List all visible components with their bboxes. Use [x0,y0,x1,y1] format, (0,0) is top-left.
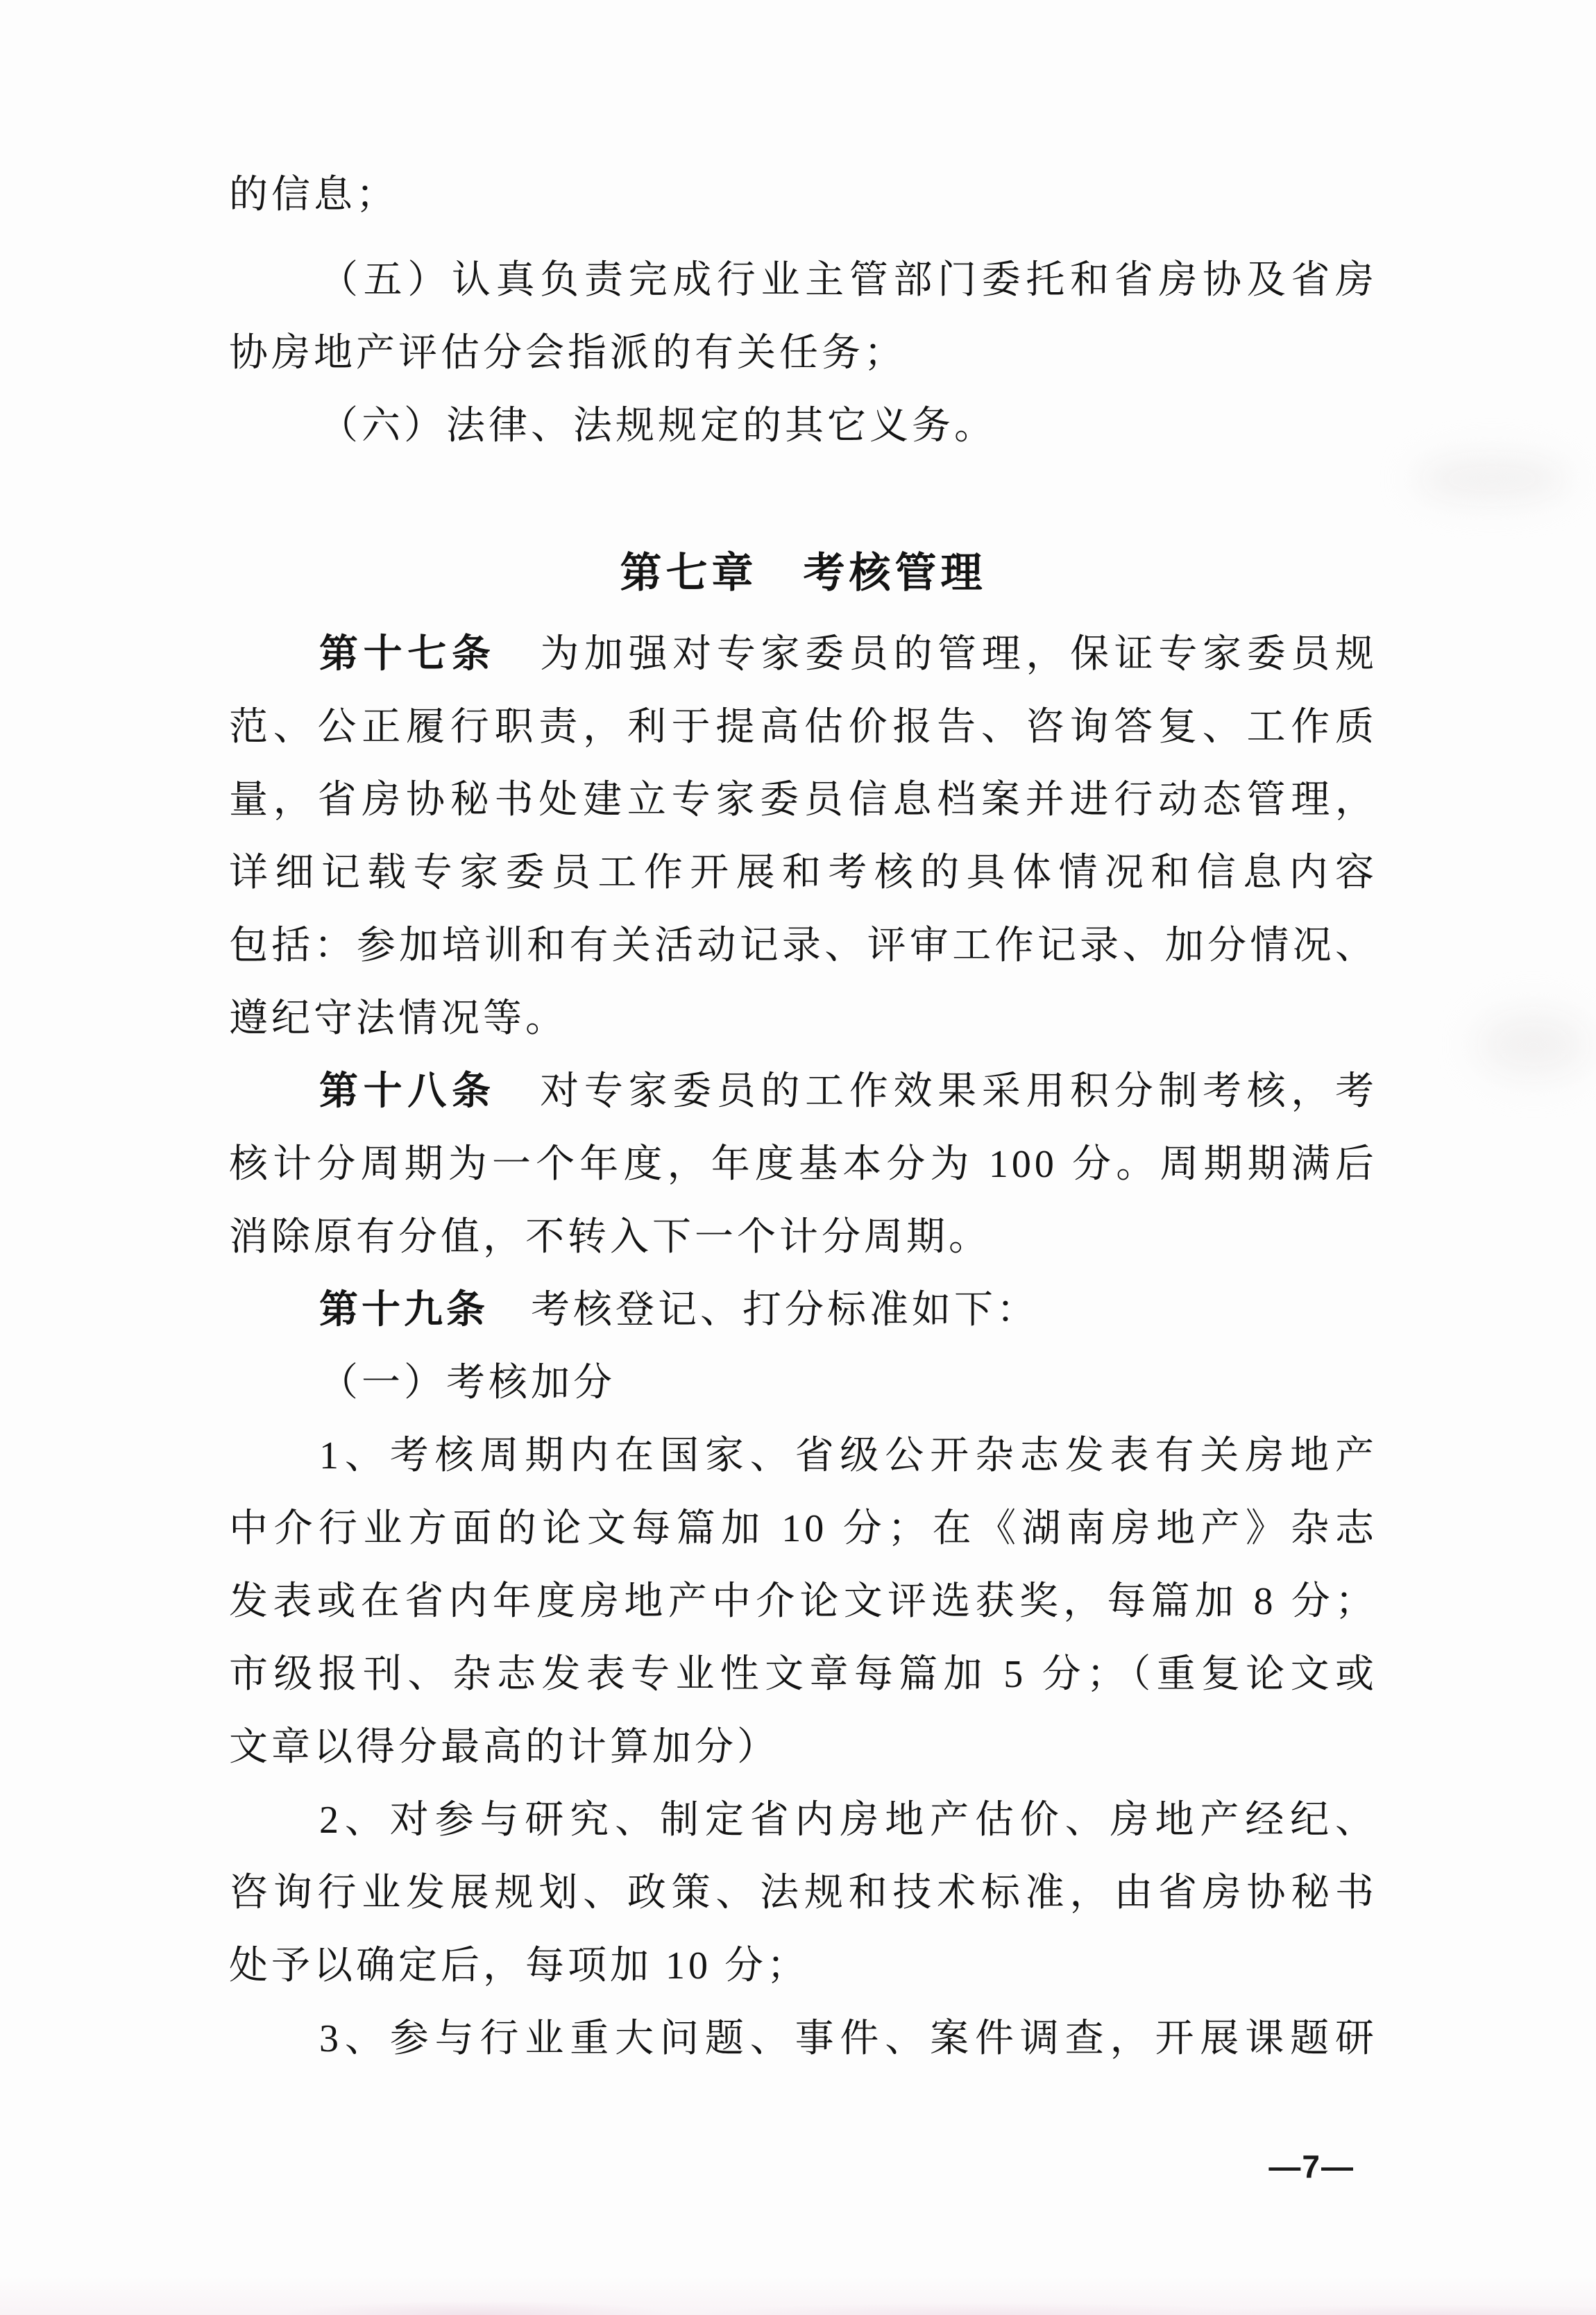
line-text: 对专家委员的工作效果采用积分制考核，考 [495,1070,1378,1113]
line-text: 文章以得分最高的计算加分） [229,1726,779,1769]
line-text: 协房地产评估分会指派的有关任务； [229,332,906,375]
article-number: 第十八条 [319,1070,496,1113]
line-text: 考核登记、打分标准如下： [489,1289,1039,1332]
text-line [229,1711,1377,1784]
document-body [229,159,1377,2076]
line-text: 中介行业方面的论文每篇加 10 分；在《湖南房地产》杂志 [229,1507,1377,1550]
text-line [229,1420,1377,1493]
text-line [229,1128,1377,1201]
line-text: 2、对参与研究、制定省内房地产估价、房地产经纪、 [319,1799,1377,1842]
text-line [229,159,1377,232]
scan-smudge [1416,458,1568,500]
line-text: 详细记载专家委员工作开展和考核的具体情况和信息内容 [229,851,1377,894]
line-text: （五）认真负责完成行业主管部门委托和省房协及省房 [319,259,1377,302]
line-text: 的信息； [229,173,398,217]
text-line [229,390,1377,463]
text-line [229,1857,1377,1930]
page-number: —7— [1268,2148,1355,2185]
line-text: （六）法律、法规规定的其它义务。 [319,405,996,448]
text-line [229,1055,1377,1128]
line-text: 1、考核周期内在国家、省级公开杂志发表有关房地产 [319,1434,1377,1477]
line-text: （一）考核加分 [319,1362,616,1405]
text-line [229,983,1377,1055]
line-text: 3、参与行业重大问题、事件、案件调查，开展课题研 [319,2017,1377,2060]
line-text: 消除原有分值，不转入下一个计分周期。 [229,1216,991,1259]
line-text: 处予以确定后，每项加 10 分； [229,1944,809,1987]
text-line [229,910,1377,983]
line-text: 咨询行业发展规划、政策、法规和技术标准，由省房协秘书 [229,1872,1377,1915]
text-line [229,1566,1377,1638]
scan-edge-artifact [0,2276,1596,2315]
line-text: 量，省房协秘书处建立专家委员信息档案并进行动态管理， [229,779,1377,822]
text-line [229,244,1377,317]
article-number: 第十九条 [319,1289,489,1332]
text-line [229,1274,1377,1347]
text-line [229,1347,1377,1420]
text-line [229,837,1377,910]
text-line [229,618,1377,691]
text-line [229,2003,1377,2076]
scan-smudge [1478,1013,1589,1076]
text-line [229,1638,1377,1711]
line-text: 范、公正履行职责，利于提高估价报告、咨询答复、工作质 [229,706,1377,749]
line-text: 为加强对专家委员的管理，保证专家委员规 [495,633,1378,676]
line-text: 市级报刊、杂志发表专业性文章每篇加 5 分；（重复论文或 [229,1653,1377,1696]
chapter-heading: 第七章 考核管理 [620,550,987,596]
article-number: 第十七条 [319,633,496,676]
line-text: 发表或在省内年度房地产中介论文评选获奖，每篇加 8 分； [229,1580,1377,1623]
text-line [229,1930,1377,2003]
line-text: 遵纪守法情况等。 [229,997,568,1040]
line-text: 核计分周期为一个年度，年度基本分为 100 分。周期期满后 [229,1143,1377,1186]
text-line [229,764,1377,837]
text-line [229,1201,1377,1274]
text-line [229,691,1377,764]
text-line [229,1784,1377,1857]
text-line [229,317,1377,390]
text-line [229,1493,1377,1566]
line-text: 包括：参加培训和有关活动记录、评审工作记录、加分情况、 [229,924,1377,967]
